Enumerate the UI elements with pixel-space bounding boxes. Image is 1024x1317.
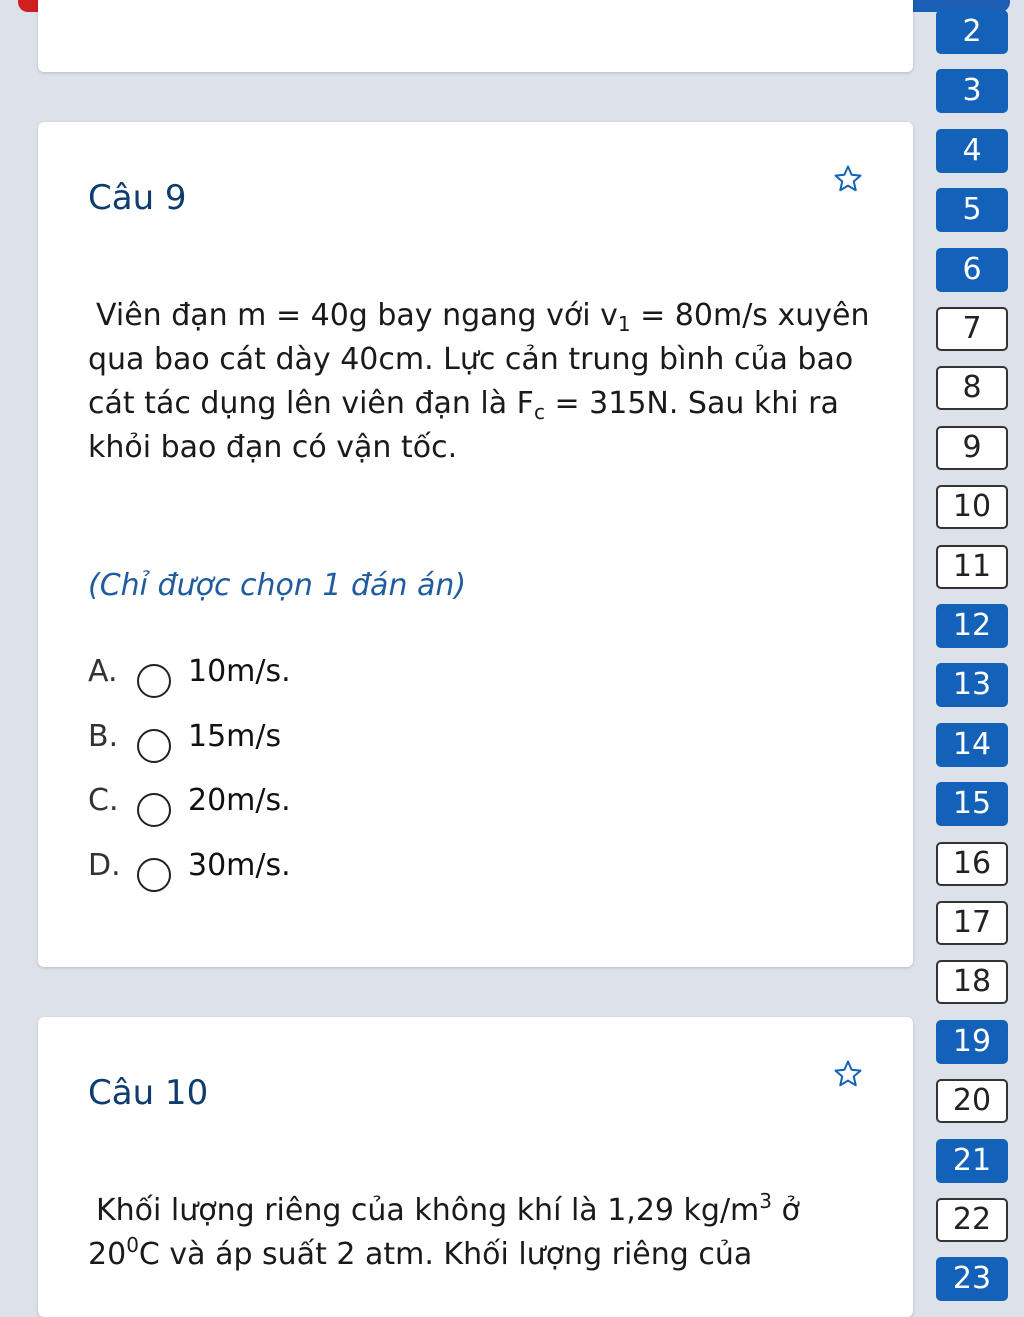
- question-nav-button-21[interactable]: 21: [936, 1139, 1008, 1183]
- question-nav-button-3[interactable]: 3: [936, 69, 1008, 113]
- question-text: [88, 294, 888, 470]
- option-letter: A.: [88, 654, 118, 689]
- question-nav-button-2[interactable]: 2: [936, 10, 1008, 54]
- radio-icon[interactable]: [137, 793, 171, 827]
- question-text: [88, 1189, 888, 1277]
- question-nav-button-14[interactable]: 14: [936, 723, 1008, 767]
- star-outline-icon[interactable]: [833, 1059, 863, 1089]
- option-text: 15m/s: [188, 719, 282, 754]
- radio-icon[interactable]: [137, 729, 171, 763]
- question-nav-button-7[interactable]: 7: [936, 307, 1008, 351]
- question-nav-button-11[interactable]: 11: [936, 545, 1008, 589]
- option-text: 10m/s.: [188, 654, 291, 689]
- option-letter: C.: [88, 783, 119, 818]
- question-nav-button-17[interactable]: 17: [936, 901, 1008, 945]
- subscript: 1: [617, 312, 631, 336]
- question-nav-button-5[interactable]: 5: [936, 188, 1008, 232]
- question-text-line: qua bao cát dày 40cm. Lực cản trung bình của bao: [88, 342, 854, 377]
- previous-question-card: [38, 0, 913, 72]
- question-text-part: ở: [772, 1193, 800, 1228]
- question-nav-button-20[interactable]: 20: [936, 1079, 1008, 1123]
- superscript: 0: [126, 1233, 139, 1257]
- question-nav-button-10[interactable]: 10: [936, 485, 1008, 529]
- option-text: 20m/s.: [188, 783, 291, 818]
- radio-icon[interactable]: [137, 664, 171, 698]
- question-title: Câu 10: [88, 1073, 209, 1113]
- question-nav-button-9[interactable]: 9: [936, 426, 1008, 470]
- radio-icon[interactable]: [137, 858, 171, 892]
- question-nav-button-23[interactable]: 23: [936, 1257, 1008, 1301]
- question-nav-button-12[interactable]: 12: [936, 604, 1008, 648]
- question-card-10: [38, 1017, 913, 1317]
- question-card-9: [38, 122, 913, 967]
- answer-option-b[interactable]: [88, 719, 488, 769]
- question-title: Câu 9: [88, 178, 187, 218]
- superscript: 3: [759, 1189, 773, 1213]
- selection-hint: (Chỉ được chọn 1 đán án): [88, 568, 467, 603]
- answer-option-a[interactable]: [88, 654, 488, 704]
- answer-option-c[interactable]: [88, 783, 488, 833]
- option-letter: D.: [88, 848, 121, 883]
- question-text-line: khỏi bao đạn có vận tốc.: [88, 430, 458, 465]
- star-outline-icon[interactable]: [833, 164, 863, 194]
- question-text-part: C và áp suất 2 atm. Khối lượng riêng của: [138, 1237, 753, 1272]
- option-letter: B.: [88, 719, 119, 754]
- question-nav-button-6[interactable]: 6: [936, 248, 1008, 292]
- option-text: 30m/s.: [188, 848, 291, 883]
- question-text-part: 20: [88, 1237, 127, 1272]
- question-nav-button-8[interactable]: 8: [936, 366, 1008, 410]
- question-text-part: = 80m/s xuyên: [630, 298, 870, 333]
- question-nav-button-4[interactable]: 4: [936, 129, 1008, 173]
- question-text-part: Khối lượng riêng của không khí là 1,29 kg/m: [96, 1193, 760, 1228]
- question-nav-button-16[interactable]: 16: [936, 842, 1008, 886]
- answer-option-d[interactable]: [88, 848, 488, 898]
- question-nav-button-15[interactable]: 15: [936, 782, 1008, 826]
- question-text-part: Viên đạn m = 40g bay ngang với v: [96, 298, 618, 333]
- question-nav-button-13[interactable]: 13: [936, 663, 1008, 707]
- question-nav-button-18[interactable]: 18: [936, 960, 1008, 1004]
- question-text-part: = 315N. Sau khi ra: [544, 386, 839, 421]
- question-nav-button-22[interactable]: 22: [936, 1198, 1008, 1242]
- question-text-part: cát tác dụng lên viên đạn là F: [88, 386, 534, 421]
- subscript: c: [533, 400, 545, 424]
- question-nav-button-19[interactable]: 19: [936, 1020, 1008, 1064]
